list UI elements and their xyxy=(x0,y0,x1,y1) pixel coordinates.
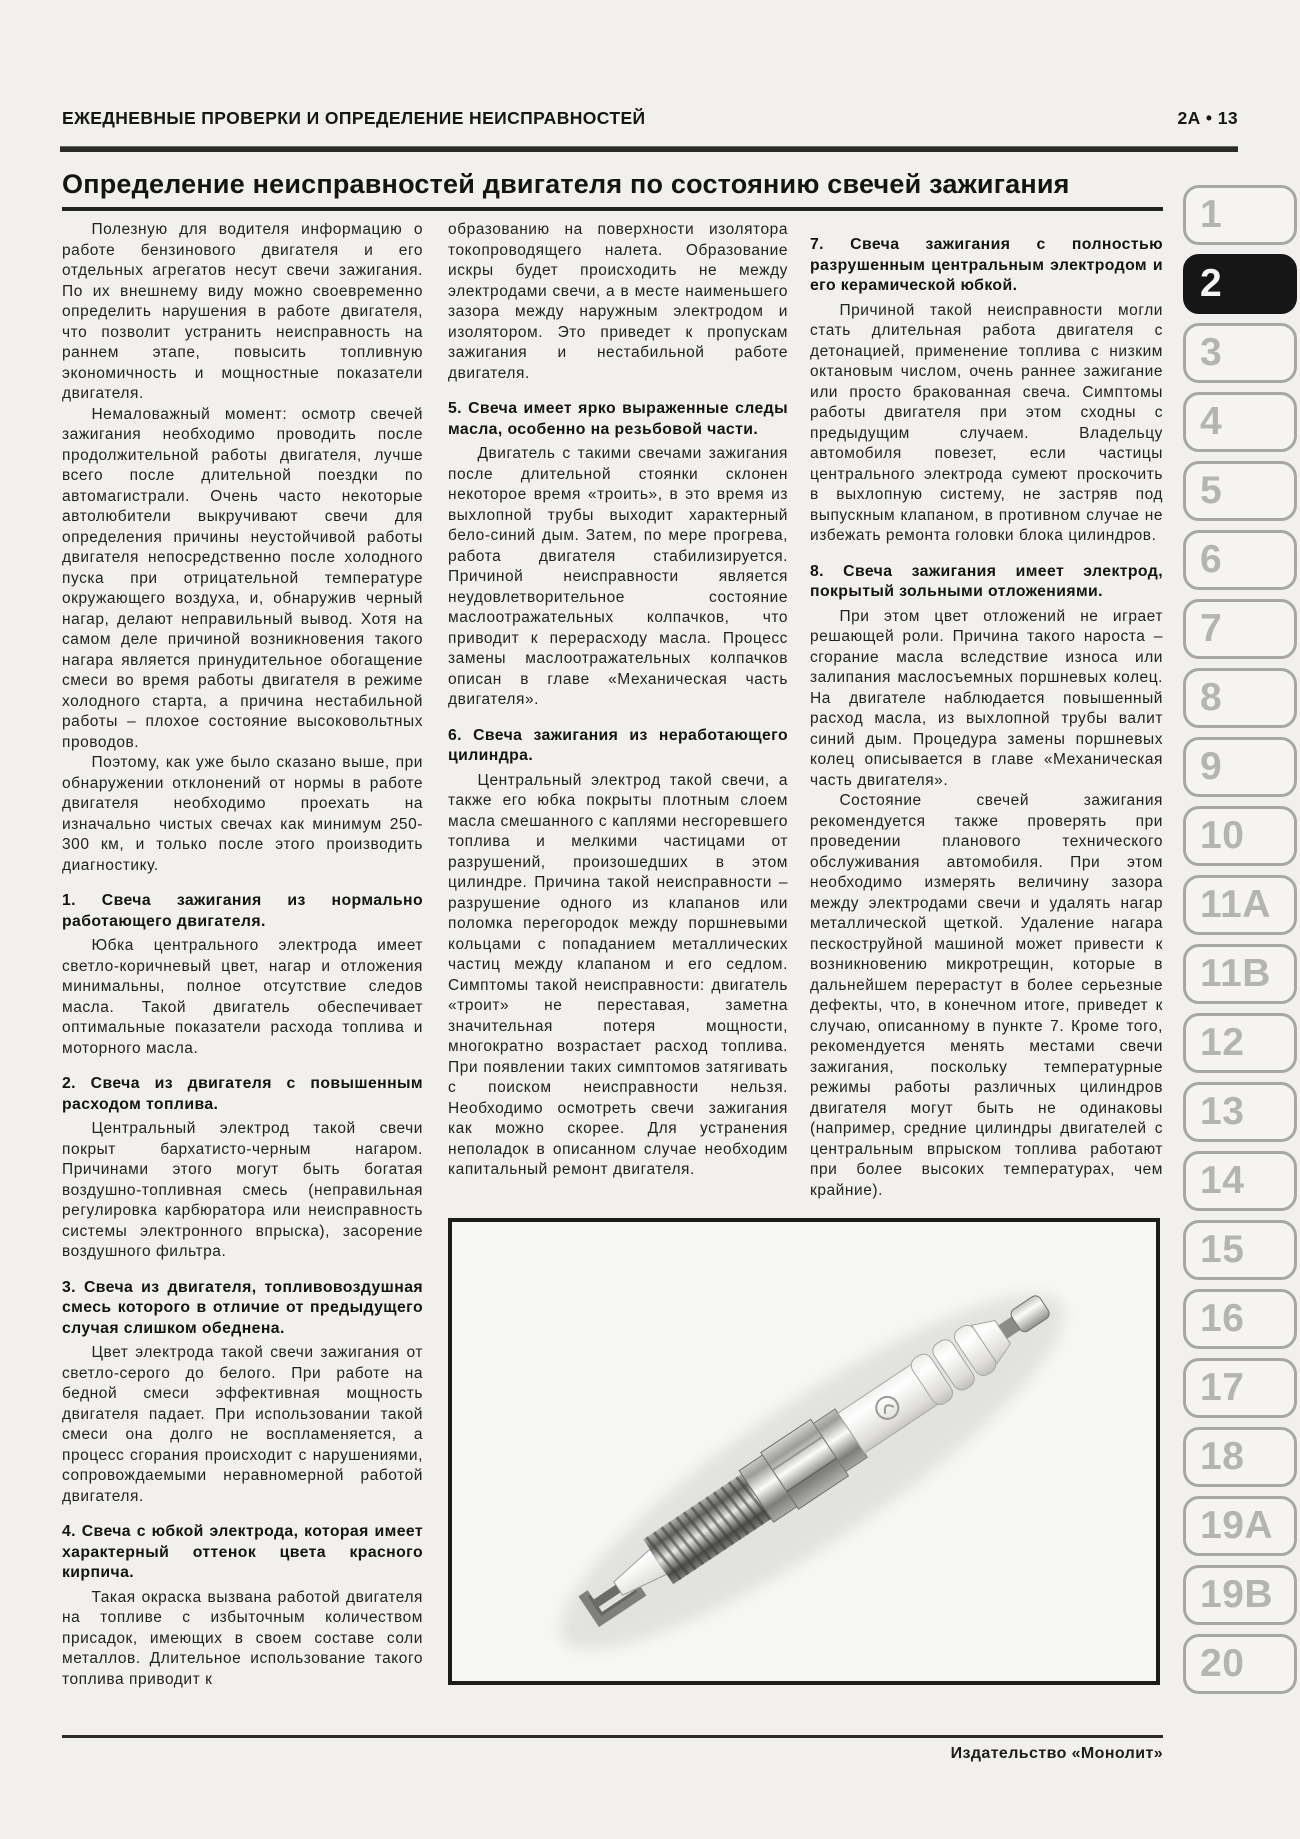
chapter-tab-label: 4 xyxy=(1200,400,1223,443)
chapter-tab-label: 18 xyxy=(1200,1435,1245,1478)
chapter-tab-16 xyxy=(1183,1289,1297,1349)
chapter-tab-6 xyxy=(1183,530,1297,590)
section-heading: 6. Свеча зажигания из неработающего цилиндра. xyxy=(448,726,788,764)
chapter-tab-label: 6 xyxy=(1200,538,1223,581)
chapter-tab-rail xyxy=(1183,185,1297,1703)
chapter-tab-10 xyxy=(1183,806,1297,866)
chapter-tab-19A xyxy=(1183,1496,1297,1556)
chapter-tab-3 xyxy=(1183,323,1297,383)
paragraph: Немаловажный момент: осмотр свечей зажигания необходимо проводить после продолжительной работы двигателя, лучше всего после длительной поездки по автомагистрали. Очень часто некоторые автолюбители выкручивают свечи для определения причины неустойчивой работы двигателя непосредственно после холодного пуска при отрицательной температуре окружающего воздуха, и, обнаружив черный нагар, делают неправильный вывод. Хотя на самом деле причиной возникновения такого нагара является принудительное обогащение смеси во время работы двигателя в режиме холодного старта, а причина нестабильной работы – плохое состояние высоковольтных проводов. xyxy=(62,405,423,751)
chapter-tab-5 xyxy=(1183,461,1297,521)
chapter-tab-label: 2 xyxy=(1200,262,1223,305)
text-column-2 xyxy=(448,220,788,1181)
page-number: 2А • 13 xyxy=(1177,108,1238,128)
chapter-tab-label: 16 xyxy=(1200,1297,1245,1340)
page-title: Определение неисправностей двигателя по состоянию свечей зажигания xyxy=(62,169,1070,199)
chapter-tab-label: 20 xyxy=(1200,1642,1245,1685)
section-heading: 3. Свеча из двигателя, топливовоздушная смесь которого в отличие от предыдущего случая слишком обеднена. xyxy=(62,1278,423,1337)
chapter-tab-7 xyxy=(1183,599,1297,659)
chapter-tab-18 xyxy=(1183,1427,1297,1487)
chapter-tab-11A xyxy=(1183,875,1297,935)
spark-plug-figure xyxy=(448,1218,1160,1685)
section-heading: 8. Свеча зажигания имеет электрод, покрытый зольными отложениями. xyxy=(810,562,1163,600)
chapter-tab-label: 8 xyxy=(1200,676,1223,719)
header-rule xyxy=(60,146,1238,152)
paragraph: образованию на поверхности изолятора токопроводящего налета. Образование искры будет происходить не между электродами свечи, а в месте наименьшего зазора между наружным электродом и изолятором. Это приведет к пропускам зажигания и нестабильной работе двигателя. xyxy=(448,221,788,382)
paragraph: Центральный электрод такой свечи, а также его юбка покрыты плотным слоем масла смешанного с каплями несгоревшего топлива и мелкими частицами от разрушений, произошедших в этом цилиндре. Причина такой неисправности – разрушение одного из клапанов или поломка перегородок между поршневыми кольцами с попаданием металлических частиц между клапаном и его седлом. Симптомы такой неисправности: двигатель «троит» не переставая, заметна значительная потеря мощности, многократно возрастает расход топлива. При появлении таких симптомов затягивать с поиском неисправности нельзя. Необходимо осмотреть свечи зажигания как можно скорее. Для устранения неполадок в описанном случае необходим капитальный ремонт двигателя. xyxy=(448,771,788,1178)
chapter-tab-label: 11A xyxy=(1200,883,1271,926)
section-heading: 4. Свеча с юбкой электрода, которая имеет характерный оттенок цвета красного кирпича. xyxy=(62,1523,423,1581)
chapter-tab-label: 17 xyxy=(1200,1366,1245,1409)
paragraph: Цвет электрода такой свечи зажигания от светло-серого до белого. При работе на бедной смеси эффективная мощность двигателя падает. При использовании такой смеси она долго не воспламеняется, а процесс сгорания происходит с нарушениями, сопровождаемыми неравномерной работой двигателя. xyxy=(62,1344,423,1505)
chapter-tab-4 xyxy=(1183,392,1297,452)
chapter-tab-label: 15 xyxy=(1200,1228,1245,1271)
chapter-tab-2 xyxy=(1183,254,1297,314)
running-header-title: ЕЖЕДНЕВНЫЕ ПРОВЕРКИ И ОПРЕДЕЛЕНИЕ НЕИСПРАВНОСТЕЙ xyxy=(62,108,646,128)
paragraph: Причиной такой неисправности могли стать длительная работа двигателя с детонацией, применение топлива с низким октановым числом, очень раннее зажигание или просто бракованная свеча. Симптомы работы двигателя при этом сходны с предыдущим случаем. Владельцу автомобиля повезет, если частицы центрального электрода сумеют проскочить в выхлопную систему, не застряв под выпускным клапаном, в противном случае не избежать ремонта головки блока цилиндров. xyxy=(810,301,1163,544)
chapter-tab-label: 13 xyxy=(1200,1090,1245,1133)
chapter-tab-label: 7 xyxy=(1200,607,1223,650)
chapter-tab-label: 19A xyxy=(1200,1504,1274,1547)
chapter-tab-8 xyxy=(1183,668,1297,728)
paragraph: Такая окраска вызвана работой двигателя на топливе с избыточным количеством присадок, имеющих в своем составе соли металлов. Длительное использование такого топлива приводит к xyxy=(62,1588,423,1688)
chapter-tab-label: 1 xyxy=(1200,193,1223,236)
spark-plug-image xyxy=(452,1222,1156,1681)
chapter-tab-20 xyxy=(1183,1634,1297,1694)
section-heading: 7. Свеча зажигания с полностью разрушенным центральным электродом и его керамической юбкой. xyxy=(810,236,1163,294)
paragraph: Юбка центрального электрода имеет светло-коричневый цвет, нагар и отложения минимальны, полное отсутствие следов масла. Такой двигатель обеспечивает оптимальные показатели расхода топлива и моторного масла. xyxy=(62,937,423,1057)
chapter-tab-12 xyxy=(1183,1013,1297,1073)
chapter-tab-label: 10 xyxy=(1200,814,1245,857)
chapter-tab-label: 11B xyxy=(1200,952,1271,995)
chapter-tab-label: 9 xyxy=(1200,745,1223,788)
paragraph: Двигатель с такими свечами зажигания после длительной стоянки склонен некоторое время «троить», в это время из выхлопной трубы выходит характерный бело-синий дым. Затем, по мере прогрева, работа двигателя стабилизируется. Причиной неисправности является неудовлетворительное состояние маслоотражательных колпачков, что приводит к перерасходу масла. Процесс замены маслоотражательных колпачков описан в главе «Механическая часть двигателя». xyxy=(448,445,788,708)
chapter-tab-11B xyxy=(1183,944,1297,1004)
chapter-tab-label: 14 xyxy=(1200,1159,1245,1202)
chapter-tab-label: 12 xyxy=(1200,1021,1245,1064)
chapter-tab-14 xyxy=(1183,1151,1297,1211)
paragraph: Поэтому, как уже было сказано выше, при обнаружении отклонений от нормы в работе двигателя необходимо проехать на изначально чистых свечах как минимум 250-300 км, и только после этого производить диагностику. xyxy=(62,754,423,874)
paragraph: При этом цвет отложений не играет решающей роли. Причина такого нароста – сгорание масла вследствие износа или залипания маслосъемных поршневых колец. На двигателе наблюдается повышенный расход масла, из выхлопной трубы валит синий дым. Процедура замены поршневых колец описывается в главе «Механическая часть двигателя». xyxy=(810,607,1163,789)
chapter-tab-13 xyxy=(1183,1082,1297,1142)
chapter-tab-9 xyxy=(1183,737,1297,797)
spark-plug-drawing xyxy=(573,1276,1063,1634)
paragraph: Центральный электрод такой свечи покрыт бархатисто-черным нагаром. Причинами этого могут быть богатая воздушно-топливная смесь (неправильная регулировка карбюратора или неисправность системы электронного впрыска), засорение воздушного фильтра. xyxy=(62,1120,423,1260)
section-heading: 1. Свеча зажигания из нормально работающего двигателя. xyxy=(62,892,423,930)
running-header xyxy=(62,108,1238,129)
chapter-tab-label: 5 xyxy=(1200,469,1223,512)
text-column-1 xyxy=(62,220,423,1690)
footer-rule xyxy=(62,1735,1163,1738)
title-rule xyxy=(62,207,1163,211)
publisher-footer: Издательство «Монолит» xyxy=(950,1745,1163,1762)
chapter-tab-15 xyxy=(1183,1220,1297,1280)
paragraph: Состояние свечей зажигания рекомендуется также проверять при проведении планового технического обслуживания автомобиля. При этом необходимо измерять величину зазора между электродами свечи и удалять нагар металлической щеткой. Удаление нагара пескоструйной машиной может привести к возникновению микротрещин, которые в дальнейшем перерастут в более серьезные дефекты, что, в конечном итоге, приведет к случаю, описанному в пункте 7. Кроме того, рекомендуется менять местами свечи зажигания, поскольку температурные режимы работы различных цилиндров двигателя могут быть не одинаковы (например, средние цилиндры двигателей с центральным впрыском топлива работают при более высоких температурах, чем крайние). xyxy=(810,792,1163,1199)
chapter-tab-1 xyxy=(1183,185,1297,245)
chapter-tab-label: 19B xyxy=(1200,1573,1274,1616)
chapter-tab-label: 3 xyxy=(1200,331,1223,374)
text-column-3 xyxy=(810,220,1163,1201)
paragraph: Полезную для водителя информацию о работе бензинового двигателя и его отдельных агрегатов несут свечи зажигания. По их внешнему виду можно своевременно определить нарушения в работе двигателя, что позволит устранить неисправность на раннем этапе, повысить топливную экономичность и мощностные показатели двигателя. xyxy=(62,221,423,402)
section-heading: 5. Свеча имеет ярко выраженные следы масла, особенно на резьбовой части. xyxy=(448,400,788,438)
chapter-tab-19B xyxy=(1183,1565,1297,1625)
chapter-tab-17 xyxy=(1183,1358,1297,1418)
section-heading: 2. Свеча из двигателя с повышенным расходом топлива. xyxy=(62,1075,423,1113)
